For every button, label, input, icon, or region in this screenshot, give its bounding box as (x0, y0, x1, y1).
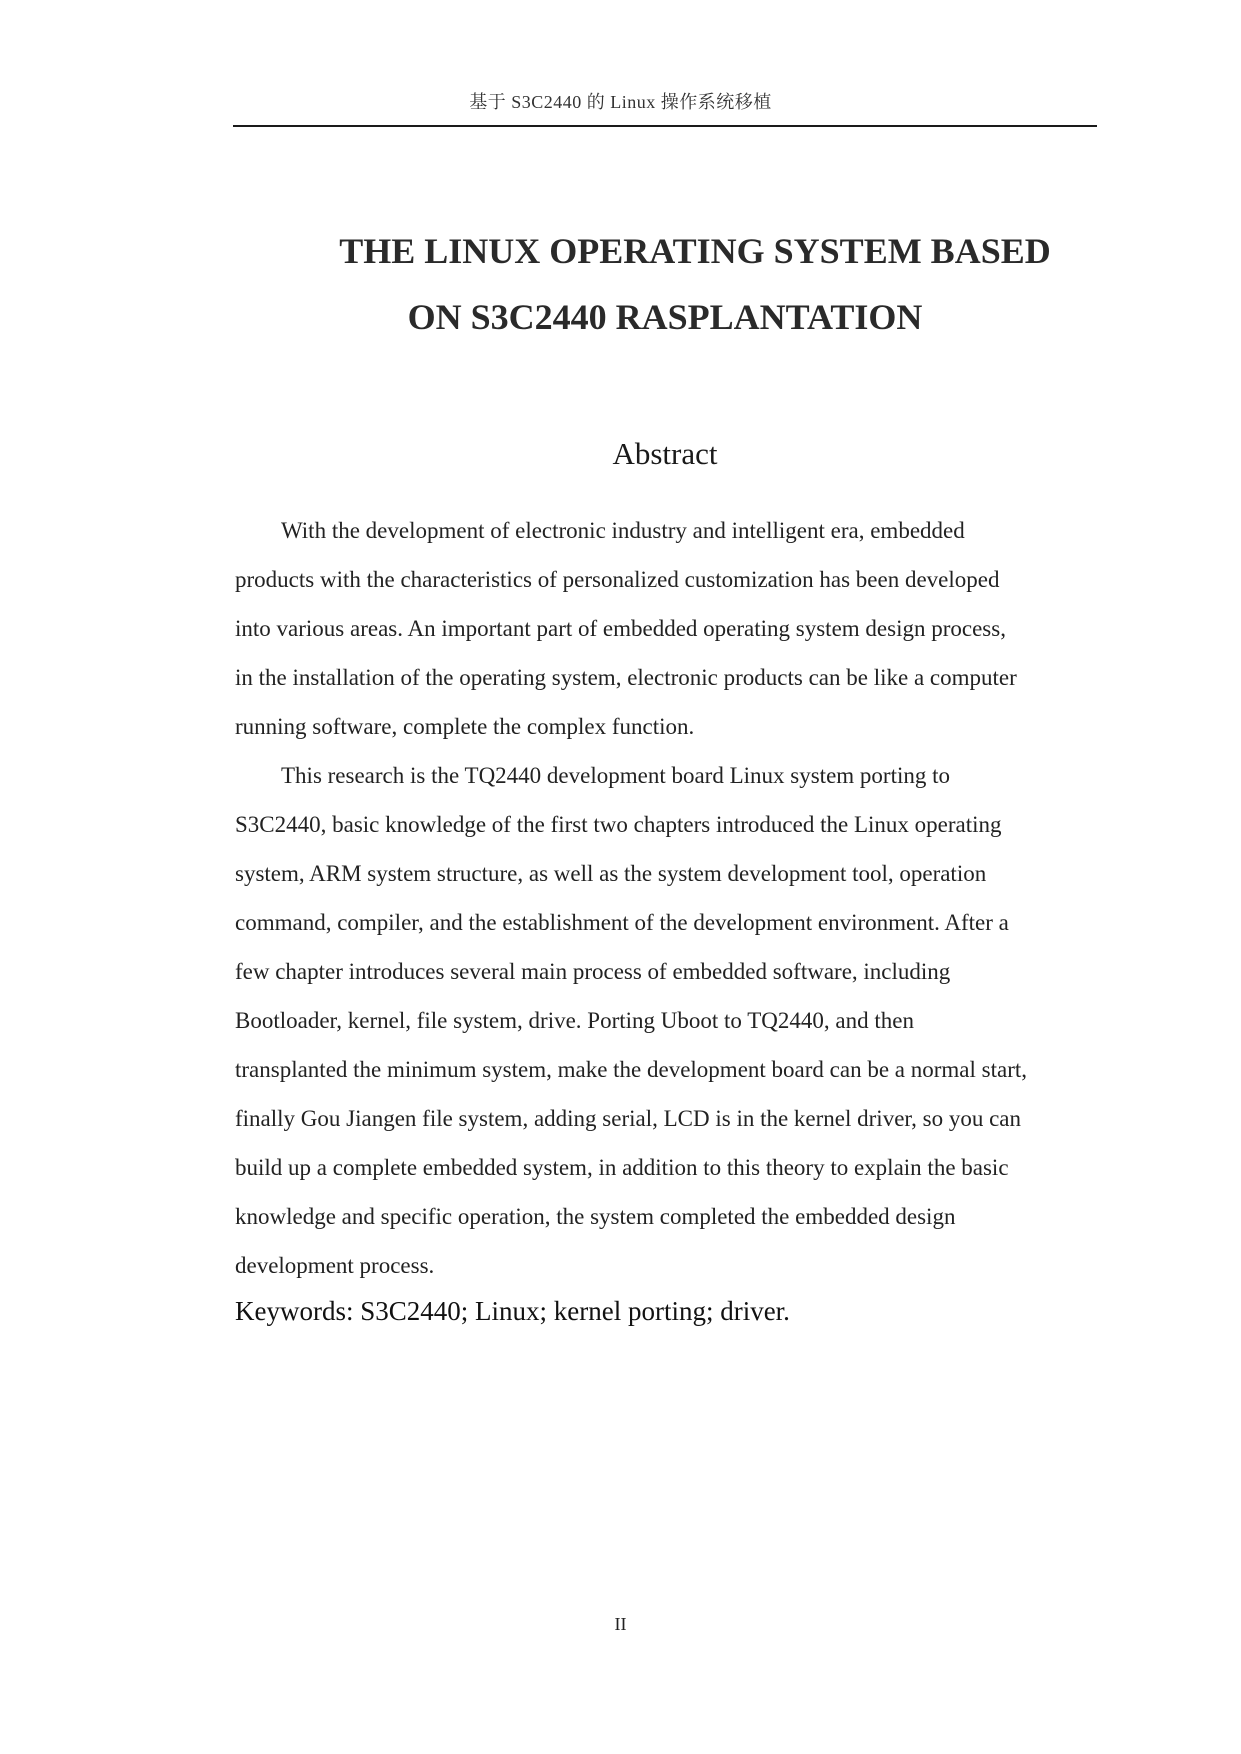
running-header: 基于 S3C2440 的 Linux 操作系统移植 (469, 92, 772, 112)
abstract-line: knowledge and specific operation, the system completed the embedded design (235, 1204, 956, 1229)
abstract-line: Bootloader, kernel, file system, drive. Porting Uboot to TQ2440, and then (235, 1008, 914, 1033)
page-number: II (614, 1614, 627, 1634)
abstract-paragraph-1 (235, 506, 1101, 751)
abstract-line: finally Gou Jiangen file system, adding serial, LCD is in the kernel driver, so you can (235, 1106, 1022, 1131)
abstract-line: command, compiler, and the establishment of the development environment. After a (235, 910, 1009, 935)
paper-title (233, 218, 1097, 350)
abstract-line: in the installation of the operating system, electronic products can be like a computer (235, 665, 1017, 690)
abstract-line: With the development of electronic industry and intelligent era, embedded (281, 518, 965, 543)
abstract-line: This research is the TQ2440 development board Linux system porting to (281, 763, 950, 788)
header-rule (233, 125, 1097, 127)
abstract-line: into various areas. An important part of embedded operating system design process, (235, 616, 1006, 641)
abstract-line: transplanted the minimum system, make the development board can be a normal start, (235, 1057, 1027, 1082)
abstract-line: products with the characteristics of personalized customization has been developed (235, 567, 1000, 592)
abstract-body (235, 506, 1101, 1290)
abstract-line: few chapter introduces several main process of embedded software, including (235, 959, 951, 984)
abstract-line: running software, complete the complex function. (235, 714, 695, 739)
keywords: Keywords: S3C2440; Linux; kernel porting; driver. (235, 1296, 790, 1326)
abstract-line: system, ARM system structure, as well as the system development tool, operation (235, 861, 987, 886)
title-line-1: THE LINUX OPERATING SYSTEM BASED (339, 231, 1051, 271)
abstract-line: build up a complete embedded system, in addition to this theory to explain the basic (235, 1155, 1009, 1180)
abstract-heading: Abstract (612, 436, 718, 471)
abstract-line: S3C2440, basic knowledge of the first two chapters introduced the Linux operating (235, 812, 1002, 837)
abstract-paragraph-2 (235, 751, 1101, 1290)
title-line-2: ON S3C2440 RASPLANTATION (407, 297, 923, 337)
abstract-line: development process. (235, 1253, 435, 1278)
